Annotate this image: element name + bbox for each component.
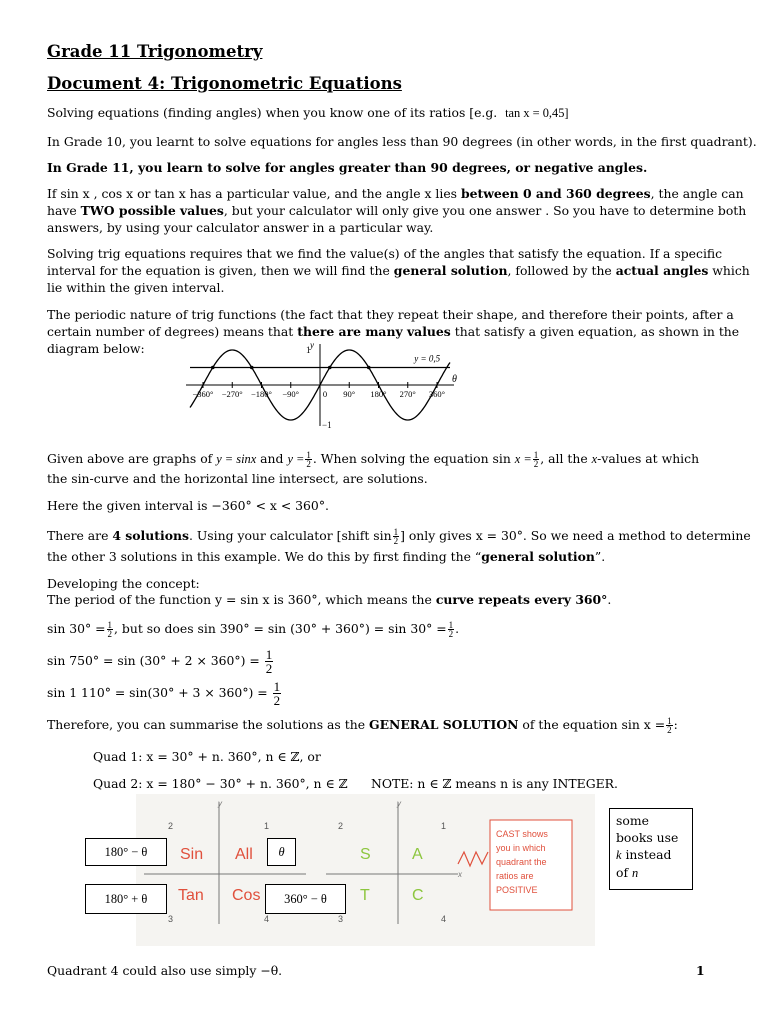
equation-3: sin 1 110° = sin(30° + 3 × 360°) = $\frac{1}{2}$ (47, 679, 281, 708)
y-max-label: 1 (306, 345, 311, 355)
para-periodic-l2: certain number of degrees) means that there are many values that satisfy a given equation, as shown in the (47, 324, 740, 339)
para-periodic-l3: diagram below: (47, 341, 145, 356)
cast-right-q4: 4 (441, 914, 447, 924)
cast-s-letter: S (360, 846, 371, 863)
para-solving-l2: interval for the equation is given, then we will find the general solution, followed by the actual angles which (47, 263, 750, 278)
cast-left-q4: 4 (264, 914, 270, 924)
developing-heading: Developing the concept: (47, 576, 200, 591)
cast-left-y-label: y (218, 799, 222, 808)
intro-line-3: In Grade 11, you learn to solve for angles greater than 90 degrees, or negative angles. (47, 160, 648, 175)
box-quad4-angle: 360° − θ (265, 884, 346, 914)
footer-note: Quadrant 4 could also use simply −θ. (47, 963, 283, 978)
x-tick-label: −270° (221, 389, 243, 399)
integer-note: NOTE: n ∈ ℤ means n is any INTEGER. (371, 776, 618, 791)
para-periodic-l1: The periodic nature of trig functions (the fact that they repeat their shape, and therefore their points, after a (47, 307, 734, 322)
cast-left-q2: 2 (168, 821, 174, 831)
equation-2: sin 750° = sin (30° + 2 × 360°) = $\frac{1}{2}$ (47, 647, 273, 676)
equation-1: sin 30° = $\frac{1}{2}$ , but so does sin 390° = sin (30° + 360°) = sin 30° = $\frac{1}{2}$ . (47, 620, 460, 639)
y-axis-label: y (310, 340, 314, 350)
para-two-values-l2: have TWO possible values, but your calculator will only give you one answer . So you have to determine both (47, 203, 747, 218)
zigzag-connector (458, 852, 488, 866)
x-tick-label: 90° (343, 389, 356, 399)
fraction-half: $\frac{1}{2}$ (306, 450, 311, 469)
para-solving-l1: Solving trig equations requires that we find the value(s) of the angles that satisfy the equation. If a specific (47, 246, 723, 261)
x-tick-label: −180° (251, 389, 272, 399)
quad-1-solution: Quad 1: x = 30° + n. 360°, n ∈ ℤ, or (93, 749, 321, 764)
side-note-k-instead-of-n: some books use k instead of n (609, 808, 693, 890)
interval-line: Here the given interval is −360° < x < 360°. (47, 498, 329, 513)
para-solving-l3: lie within the given interval. (47, 280, 225, 295)
cast-callout-text: CAST shows you in which quadrant the ratios are POSITIVE (496, 829, 548, 895)
x-tick-label: 270° (399, 389, 416, 399)
page-title: Grade 11 Trigonometry (47, 42, 263, 61)
cast-diagram-drawing (136, 794, 595, 946)
para-two-values-l1: If sin x , cos x or tan x has a particular value, and the angle x lies between 0 and 360 degrees, the angle can (47, 186, 744, 201)
x-tick-label: −360° (192, 389, 214, 399)
cast-t-letter: T (360, 887, 370, 904)
para-two-values-l3: answers, by using your calculator answer in a particular way. (47, 220, 434, 235)
intersection-point (328, 366, 332, 370)
cast-sin-word: Sin (180, 846, 204, 863)
x-tick-label: 0 (322, 389, 328, 399)
cast-cos-word: Cos (232, 887, 261, 904)
cast-c-letter: C (412, 887, 424, 904)
page-number: 1 (696, 963, 705, 978)
cast-right-y-label: y (397, 799, 401, 808)
x-tick-label: 360° (428, 389, 446, 399)
summary-line: Therefore, you can summarise the solutions as the GENERAL SOLUTION of the equation sin x = $\frac{1}{2}$ : (47, 716, 678, 735)
cast-left-q1: 1 (264, 821, 270, 831)
sine-graph (180, 340, 460, 430)
cast-left-q3: 3 (168, 914, 174, 924)
x-axis-label: θ (452, 374, 457, 385)
y-min-label: −1 (322, 420, 332, 430)
quad-2-solution: Quad 2: x = 180° − 30° + n. 360°, n ∈ ℤ (93, 776, 348, 791)
solutions-line-2: the other 3 solutions in this example. We do this by first finding the “general solution”. (47, 549, 606, 564)
box-quad3-angle: 180° + θ (85, 884, 167, 914)
line-label: y = 0,5 (414, 353, 441, 364)
cast-right-x-label: x (458, 870, 462, 879)
box-quad2-angle: 180° − θ (85, 838, 167, 866)
intersection-point (367, 366, 371, 370)
fraction-half: $\frac{1}{2}$ (533, 450, 539, 469)
x-tick-label: −90° (282, 389, 300, 399)
document-subtitle: Document 4: Trigonometric Equations (47, 74, 402, 93)
period-line: The period of the function y = sin x is 360°, which means the curve repeats every 360°. (47, 592, 612, 607)
x-tick-label: 180° (370, 389, 387, 399)
intersection-point (250, 366, 254, 370)
cast-right-q2: 2 (338, 821, 344, 831)
cast-right-q1: 1 (441, 821, 447, 831)
intro-line-2: In Grade 10, you learnt to solve equations for angles less than 90 degrees (in other words, in the first quadrant). (47, 134, 757, 149)
given-line-2: the sin-curve and the horizontal line intersect, are solutions. (47, 471, 428, 486)
intersection-point (211, 366, 215, 370)
given-line-1: Given above are graphs of y = sinx and y = $\frac{1}{2}$ . When solving the equation sin x = $\frac{1}{2}$ , all the x-values at which (47, 450, 700, 469)
cast-right-q3: 3 (338, 914, 344, 924)
cast-tan-word: Tan (178, 887, 204, 904)
solutions-line-1: There are 4 solutions. Using your calculator [shift sin $\frac{1}{2}$ ] only gives x = 30°. So we need a method to determine (47, 527, 751, 546)
box-quad1-angle: θ (267, 838, 296, 866)
cast-all-word: All (235, 846, 253, 863)
intro-line-1: Solving equations (finding angles) when you know one of its ratios [e.g. tan x = 0,45] (47, 105, 569, 120)
cast-a-letter: A (412, 846, 423, 863)
